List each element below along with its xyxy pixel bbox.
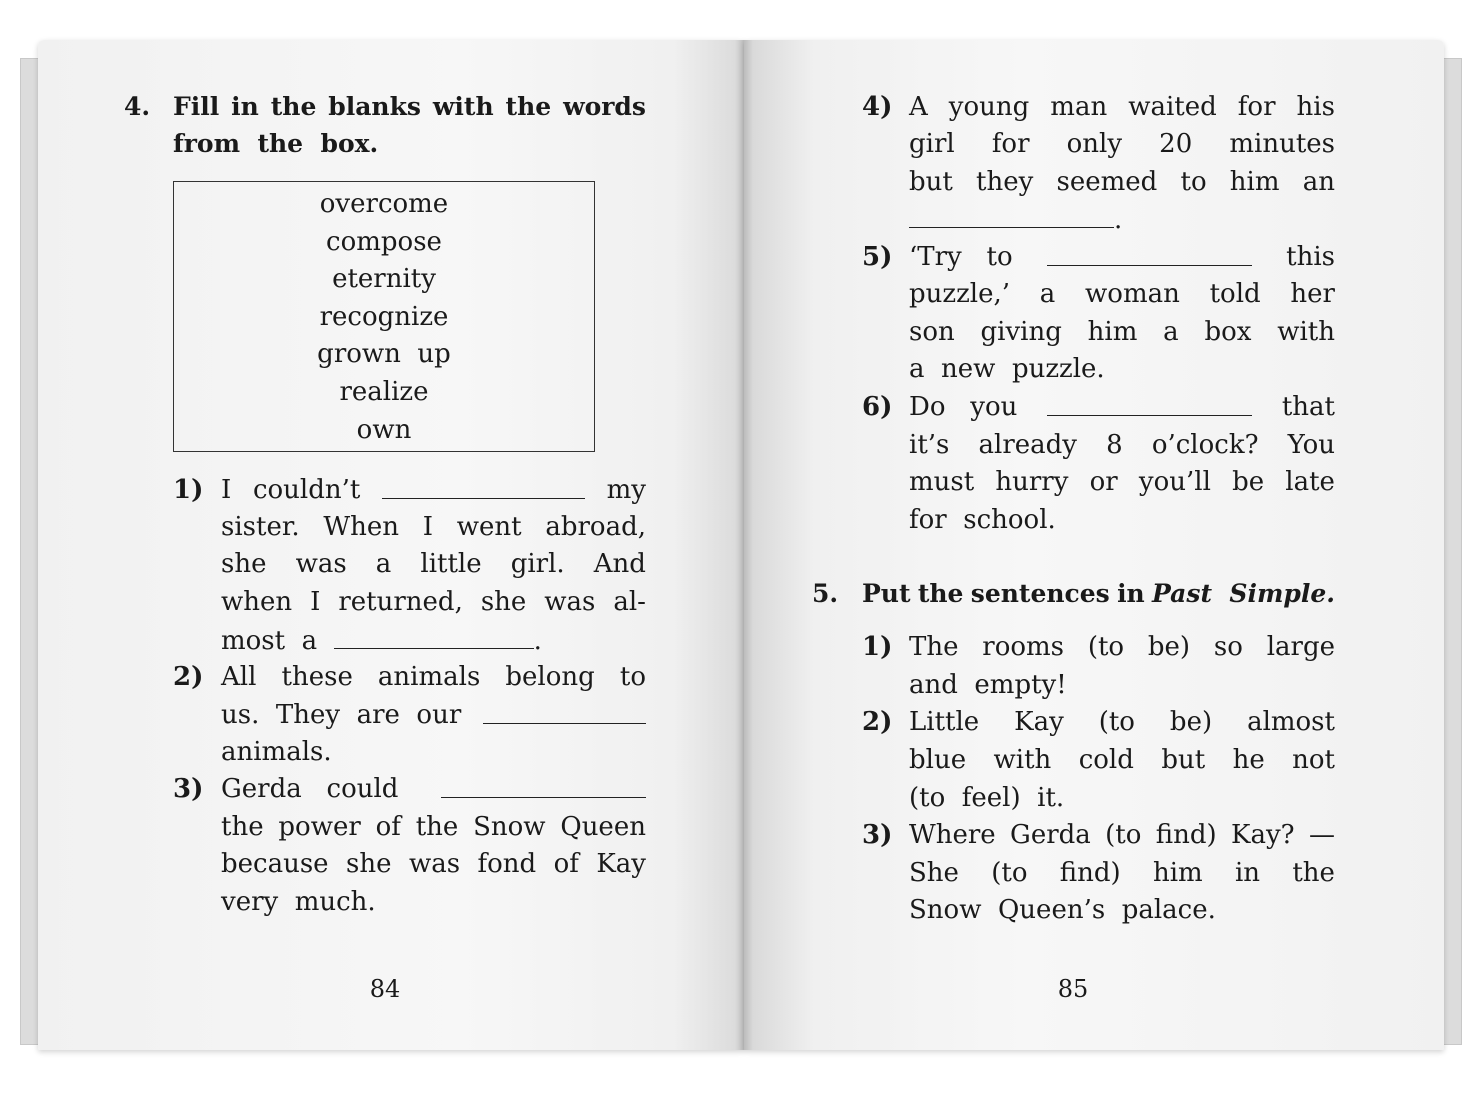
ex5-item-2-number: 2) bbox=[862, 707, 893, 737]
ex5-item-3-line1 bbox=[909, 817, 1335, 855]
title-word: with bbox=[432, 92, 494, 121]
title-word: blanks bbox=[328, 92, 421, 121]
word: Gerda could bbox=[221, 774, 399, 804]
word-box-list bbox=[173, 186, 595, 449]
item-6-line3 bbox=[909, 464, 1335, 502]
word: 8 bbox=[1106, 430, 1123, 460]
word: She bbox=[909, 858, 959, 888]
word: couldn’t bbox=[252, 475, 361, 505]
word: a bbox=[1039, 279, 1056, 309]
item-1-line5 bbox=[221, 622, 542, 661]
word: she bbox=[480, 587, 527, 617]
word: of bbox=[553, 849, 579, 879]
word: waited bbox=[1128, 92, 1217, 122]
item-5-line2 bbox=[909, 276, 1335, 314]
item-3-line3 bbox=[221, 846, 646, 884]
word: puzzle,’ bbox=[909, 279, 1011, 309]
title-word: the bbox=[505, 92, 552, 121]
word: young bbox=[948, 92, 1030, 122]
word: (to bbox=[1105, 820, 1142, 850]
answer-blank[interactable] bbox=[1047, 389, 1252, 416]
word: minutes bbox=[1229, 129, 1335, 159]
word: And bbox=[593, 549, 646, 579]
word: o’clock? bbox=[1151, 430, 1259, 460]
title-word: Fill bbox=[173, 92, 220, 121]
exercise-4-title-line2: from the box. bbox=[173, 129, 379, 158]
word: ‘Try to bbox=[909, 242, 1013, 272]
page-number-84: 84 bbox=[369, 975, 401, 1003]
word: find) bbox=[1155, 820, 1217, 850]
item-2-line1 bbox=[221, 659, 646, 697]
word: my bbox=[606, 475, 646, 505]
word: for bbox=[1237, 92, 1276, 122]
word-box-item: compose bbox=[326, 226, 442, 257]
word: was bbox=[295, 549, 347, 579]
item-4-line2 bbox=[909, 126, 1335, 164]
item-5-line3 bbox=[909, 314, 1335, 352]
title-word: the bbox=[270, 92, 317, 121]
answer-blank[interactable] bbox=[441, 771, 646, 798]
word: not bbox=[1292, 745, 1335, 775]
item-1-number: 1) bbox=[173, 475, 204, 505]
word: girl. bbox=[510, 549, 565, 579]
word: man bbox=[1050, 92, 1108, 122]
word: Snow bbox=[473, 812, 546, 842]
word: be) bbox=[1147, 632, 1191, 662]
word: she bbox=[346, 849, 392, 879]
word: box bbox=[1204, 317, 1252, 347]
word: that bbox=[1281, 392, 1335, 422]
word: large bbox=[1266, 632, 1335, 662]
word: he bbox=[1232, 745, 1265, 775]
word: almost bbox=[1247, 707, 1335, 737]
word: You bbox=[1287, 430, 1335, 460]
word: told bbox=[1209, 279, 1261, 309]
word: sister. bbox=[221, 512, 300, 542]
title-word: in bbox=[1117, 579, 1145, 608]
page-number-85: 85 bbox=[1057, 975, 1089, 1003]
word: the bbox=[415, 812, 459, 842]
word: Little bbox=[909, 707, 980, 737]
word: him bbox=[1229, 167, 1280, 197]
word: or bbox=[1089, 467, 1118, 497]
punctuation: . bbox=[1114, 205, 1123, 235]
title-word: words bbox=[563, 92, 646, 121]
word: you’ll bbox=[1138, 467, 1211, 497]
word: only bbox=[1066, 129, 1123, 159]
word: girl bbox=[909, 129, 955, 159]
word: Queen bbox=[560, 812, 646, 842]
word: these bbox=[281, 662, 353, 692]
word: seemed bbox=[1056, 167, 1158, 197]
word: us. They are our bbox=[221, 700, 462, 730]
ex5-item-2-line3: (to feel) it. bbox=[909, 783, 1065, 813]
word: to bbox=[619, 662, 646, 692]
word: giving bbox=[980, 317, 1062, 347]
word: abroad, bbox=[545, 512, 646, 542]
word: a bbox=[375, 549, 392, 579]
word-box-item: own bbox=[356, 414, 412, 445]
word: him bbox=[1152, 858, 1203, 888]
answer-blank[interactable] bbox=[382, 472, 585, 499]
word-box-item: overcome bbox=[319, 189, 449, 219]
word: it’s bbox=[909, 430, 950, 460]
word: a bbox=[1163, 317, 1179, 347]
word: when bbox=[221, 587, 293, 617]
word: late bbox=[1285, 467, 1335, 497]
word-box-item: realize bbox=[339, 376, 429, 407]
ex5-item-3-line3: Snow Queen’s palace. bbox=[909, 895, 1216, 925]
word: (to bbox=[991, 858, 1028, 888]
word: rooms bbox=[982, 632, 1065, 662]
word: for bbox=[991, 129, 1030, 159]
answer-blank[interactable] bbox=[909, 201, 1114, 228]
item-2-line3: animals. bbox=[221, 737, 332, 767]
item-6-line2 bbox=[909, 427, 1335, 465]
word: I bbox=[422, 512, 434, 542]
word: I bbox=[310, 587, 321, 617]
answer-blank[interactable] bbox=[1047, 239, 1252, 266]
ex5-item-2-line1 bbox=[909, 704, 1335, 742]
word: Kay? bbox=[1231, 820, 1295, 850]
item-4-number: 4) bbox=[862, 92, 893, 122]
item-5-number: 5) bbox=[862, 242, 893, 272]
word: his bbox=[1296, 92, 1335, 122]
word: with bbox=[1277, 317, 1335, 347]
word: she bbox=[221, 549, 267, 579]
word: blue bbox=[909, 745, 967, 775]
item-3-line4: very much. bbox=[221, 887, 376, 917]
word: woman bbox=[1085, 279, 1180, 309]
exercise-5-title bbox=[862, 575, 1335, 613]
word: they bbox=[976, 167, 1034, 197]
word: — bbox=[1308, 820, 1335, 850]
word: but bbox=[1161, 745, 1206, 775]
word: little bbox=[420, 549, 482, 579]
word: be) bbox=[1169, 707, 1213, 737]
word: with bbox=[993, 745, 1052, 775]
item-2-number: 2) bbox=[173, 662, 204, 692]
word: of bbox=[375, 812, 401, 842]
title-word: the bbox=[917, 579, 964, 608]
item-4-line4 bbox=[909, 201, 1122, 240]
word: All bbox=[221, 662, 257, 692]
word: be bbox=[1232, 467, 1265, 497]
word: her bbox=[1290, 279, 1335, 309]
item-2-line2 bbox=[221, 697, 646, 735]
word: was bbox=[544, 587, 596, 617]
word: belong bbox=[505, 662, 595, 692]
exercise-5-number: 5. bbox=[812, 579, 839, 608]
word: must bbox=[909, 467, 975, 497]
word: returned, bbox=[338, 587, 463, 617]
word: The bbox=[909, 632, 959, 662]
title-word: sentences bbox=[970, 579, 1110, 608]
word: the bbox=[221, 812, 264, 842]
item-1-line1 bbox=[221, 472, 646, 510]
word: fond bbox=[477, 849, 537, 879]
book-spine bbox=[735, 40, 753, 1050]
ex5-item-2-line2 bbox=[909, 742, 1335, 780]
answer-blank[interactable] bbox=[483, 697, 646, 724]
item-6-line1 bbox=[909, 389, 1335, 427]
word: Kay bbox=[1014, 707, 1064, 737]
word: find) bbox=[1059, 858, 1121, 888]
word: (to bbox=[1098, 707, 1135, 737]
ex5-item-3-line2 bbox=[909, 855, 1335, 893]
exercise-4-title-line1 bbox=[173, 88, 646, 126]
word: an bbox=[1302, 167, 1335, 197]
word: already bbox=[978, 430, 1077, 460]
word: was bbox=[408, 849, 461, 879]
word: to bbox=[1180, 167, 1207, 197]
word: this bbox=[1286, 242, 1335, 272]
item-4-line3 bbox=[909, 164, 1335, 202]
title-word: in bbox=[231, 92, 259, 121]
word: Do you bbox=[909, 392, 1018, 422]
item-1-line4 bbox=[221, 584, 646, 622]
item-6-number: 6) bbox=[862, 392, 893, 422]
item-1-line2 bbox=[221, 509, 646, 547]
word: hurry bbox=[995, 467, 1069, 497]
item-5-line4: a new puzzle. bbox=[909, 354, 1105, 384]
word-box-item: eternity bbox=[332, 264, 436, 295]
word: When bbox=[323, 512, 400, 542]
word: I bbox=[221, 475, 232, 505]
punctuation: . bbox=[533, 626, 542, 656]
word-box-item: recognize bbox=[319, 301, 449, 332]
word-box-item: grown up bbox=[317, 339, 451, 370]
item-3-line1 bbox=[221, 771, 646, 809]
item-5-line1 bbox=[909, 239, 1335, 277]
exercise-4-number: 4. bbox=[124, 92, 151, 121]
answer-blank[interactable] bbox=[334, 622, 534, 649]
word: (to bbox=[1087, 632, 1125, 662]
word: al- bbox=[613, 587, 646, 617]
word: 20 bbox=[1159, 129, 1193, 159]
word: animals bbox=[377, 662, 481, 692]
ex5-item-3-number: 3) bbox=[862, 820, 893, 850]
item-6-line4: for school. bbox=[909, 505, 1056, 535]
item-3-number: 3) bbox=[173, 774, 204, 804]
word: A bbox=[909, 92, 928, 122]
word: power bbox=[278, 812, 361, 842]
ex5-item-1-line2: and empty! bbox=[909, 670, 1067, 700]
item-3-line2 bbox=[221, 809, 646, 847]
title-word: Put bbox=[862, 579, 911, 608]
word: because bbox=[221, 849, 329, 879]
item-4-line1 bbox=[909, 89, 1335, 127]
word: but bbox=[909, 167, 953, 197]
word: Gerda bbox=[1010, 820, 1091, 850]
word: most a bbox=[221, 626, 318, 656]
word: Where bbox=[909, 820, 996, 850]
word: went bbox=[456, 512, 522, 542]
word: in bbox=[1234, 858, 1261, 888]
word: the bbox=[1292, 858, 1335, 888]
word: Kay bbox=[596, 849, 646, 879]
title-italic-phrase: Past Simple. bbox=[1152, 579, 1335, 608]
ex5-item-1-line1 bbox=[909, 629, 1335, 667]
word: cold bbox=[1078, 745, 1134, 775]
word: him bbox=[1087, 317, 1138, 347]
word: son bbox=[909, 317, 955, 347]
word: so bbox=[1213, 632, 1243, 662]
ex5-item-1-number: 1) bbox=[862, 632, 893, 662]
item-1-line3 bbox=[221, 546, 646, 584]
